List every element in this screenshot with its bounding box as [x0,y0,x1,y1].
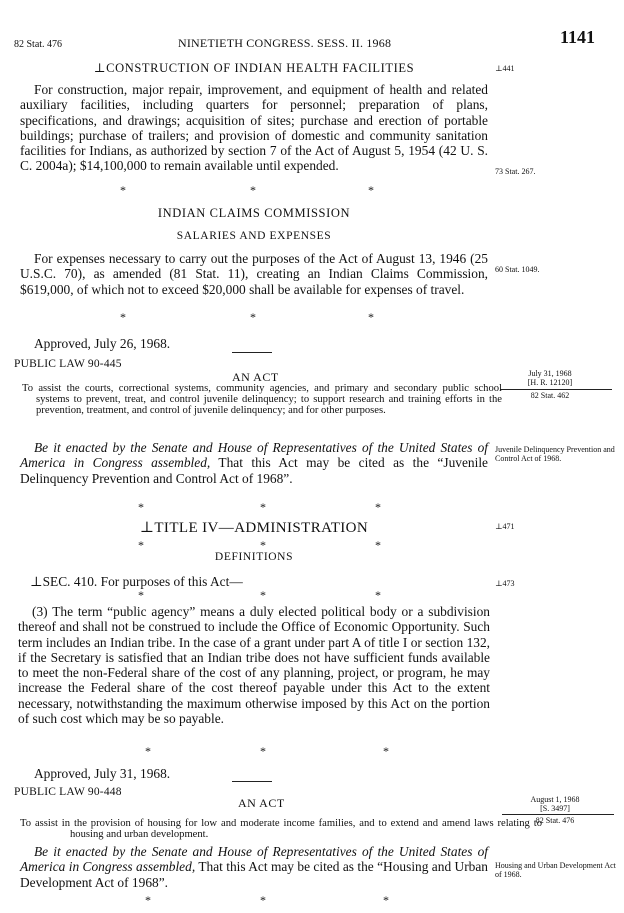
ellipsis-stars: * * * [145,893,389,907]
margin-short-title: Juvenile Delinquency Prevention and Control Act of 1968. [495,445,615,463]
ellipsis-stars: * * * [138,500,381,514]
law-stat: 82 Stat. 476 [535,816,575,825]
enacting-clause-rest: That this Act may be cited as the “Juvenile Delinquency Prevention and Control Act of 1968”. [20,455,488,486]
enacting-clause-rest: That this Act may be cited as the “Housing and Urban Development Act of 1968”. [20,859,488,890]
definitions-heading: DEFINITIONS [214,551,294,563]
divider [232,781,272,782]
paragraph-public-agency: (3) The term “public agency” means a duly elected political body or a subdivision thereof and shall not be construed to include the Office of Economic Opportunity. Such term includes an Indian tribe. In the case of a grant under part A of title I or section 132, if the Secretary is satisfied that an Indian tribe does not have sufficient funds available to meet the non-Federal share of the cost of any planning, project, or program, he may increase the Federal share of the cost thereof payable under this Act to the extent necessary, notwithstanding the maximum otherwise imposed by this Act on the portion of such cost which may be so payable. [18,604,490,727]
act-purpose: To assist the courts, correctional systems, community agencies, and primary and secondary public school systems to prevent, treat, and control juvenile delinquency; to support research and training efforts in the prevention, treatment, and control of juvenile delinquency; and for other purposes. [22,383,502,417]
law-date: July 31, 1968 [528,369,572,378]
margin-page-ref: ⊥441 [495,64,515,73]
margin-law-date [507,796,603,813]
divider [502,814,614,815]
an-act-label: AN ACT [232,370,279,384]
ellipsis-stars: * * * [138,588,381,602]
enacting-clause [20,440,488,486]
an-act-label: AN ACT [238,796,285,810]
approval-date: Approved, July 26, 1968. [34,336,171,351]
ellipsis-stars: * * * [138,538,381,552]
enacting-clause-italic: Be it enacted by the Senate and House of Representatives of the United States of America in Congress assembled, [20,844,488,875]
enacting-clause-italic: Be it enacted by the Senate and House of Representatives of the United States of America in Congress assembled, [20,440,488,471]
title-heading: ⊥TITLE IV—ADMINISTRATION [139,520,369,536]
ellipsis-stars: * * * [145,744,389,758]
margin-page-ref: ⊥471 [495,522,515,531]
margin-page-ref: ⊥473 [495,579,515,588]
margin-citation: 60 Stat. 1049. [495,265,540,274]
margin-short-title: Housing and Urban Development Act of 1968. [495,861,616,879]
enacting-clause [20,844,488,890]
act-purpose: To assist in the provision of housing for low and moderate income families, and to extend and amend laws relating to housing and urban development. [20,818,542,841]
bill-number: [H. R. 12120] [527,377,573,387]
subheading-salaries: SALARIES AND EXPENSES [176,230,332,242]
approval-date: Approved, July 31, 1968. [34,766,171,781]
heading-indian-health: ⊥CONSTRUCTION OF INDIAN HEALTH FACILITIES [93,61,415,75]
ellipsis-stars: * * * [120,310,374,324]
law-date: August 1, 1968 [530,795,580,804]
page-number: 1141 [560,27,596,47]
margin-citation: 73 Stat. 267. [495,167,536,176]
law-stat: 82 Stat. 462 [530,391,570,400]
running-head-stat: 82 Stat. 476 [14,39,63,50]
bill-number: [S. 3497] [540,803,570,813]
paragraph-indian-claims: For expenses necessary to carry out the purposes of the Act of August 13, 1946 (25 U.S.C. 70), as amended (81 Stat. 11), creating an Indian Claims Commission, $619,000, of which not to exceed $20,000 shall be available for expenses of travel. [20,251,488,297]
heading-indian-claims: INDIAN CLAIMS COMMISSION [157,206,351,220]
running-head-title: NINETIETH CONGRESS. SESS. II. 1968 [178,36,392,50]
public-law-number: PUBLIC LAW 90-445 [14,358,122,370]
ellipsis-stars: * * * [120,183,374,197]
divider [232,352,272,353]
public-law-number: PUBLIC LAW 90-448 [14,786,122,798]
divider [500,389,612,390]
paragraph-indian-health: For construction, major repair, improvement, and equipment of health and related auxiliary facilities, including quarters for personnel; preparation of plans, specifications, and drawings; acquisition of sites; purchase and erection of portable buildings; purchase of trailers; and provision of domestic and community sanitation facilities for Indians, as authorized by section 7 of the Act of August 5, 1954 (42 U. S. C. 2004a); $14,100,000 to remain available until expended. [20,82,488,174]
margin-law-date [502,370,598,387]
section-410: ⊥SEC. 410. For purposes of this Act— [30,574,243,589]
